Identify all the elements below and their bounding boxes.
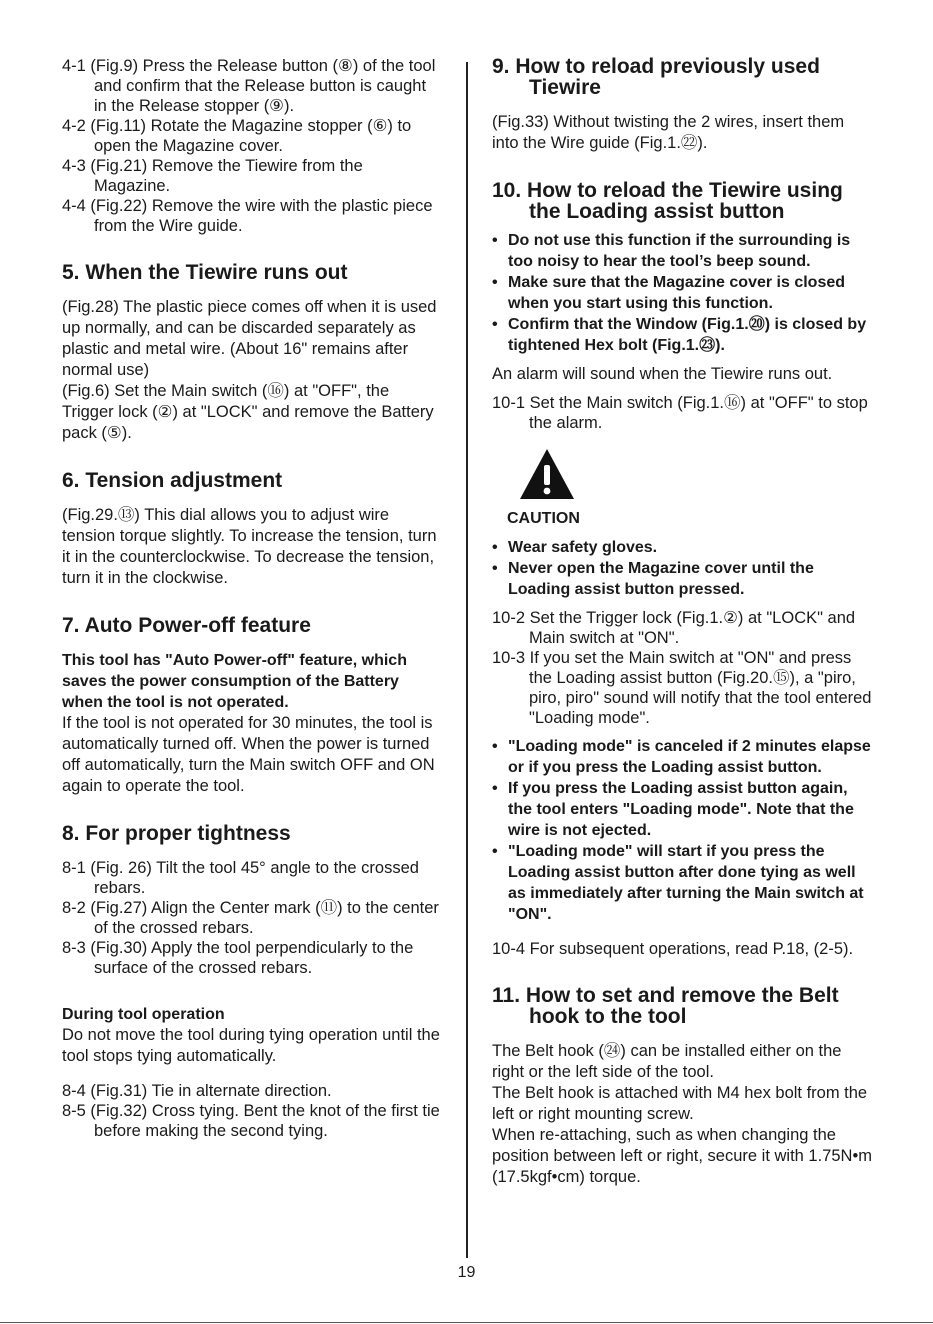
caution-bullet: • Never open the Magazine cover until the Loading assist button pressed.: [492, 558, 874, 600]
step-4-1: 4-1 (Fig.9) Press the Release button (⑧) of the tool and confirm that the Release button is caught in the Release stopper (⑨).: [62, 57, 436, 115]
warning-triangle-icon: [518, 447, 576, 501]
column-divider: [466, 62, 468, 1258]
loading-mode-bullet: • "Loading mode" will start if you press the Loading assist button after done tying as well as immediately after turning the Main switch at "ON".: [492, 841, 874, 925]
section-6-text: (Fig.29.⑬) This dial allows you to adjust wire tension torque slightly. To increase the tension, turn it in the counterclockwise. To decrease the tension, turn it in the clockwise.: [62, 506, 437, 587]
page-bottom-rule: [0, 1322, 933, 1323]
step-8-1: 8-1 (Fig. 26) Tilt the tool 45° angle to the crossed rebars.: [62, 859, 419, 897]
section-7-bold-note: This tool has "Auto Power-off" feature, which saves the power consumption of the Battery when the tool is not operated.: [62, 652, 407, 711]
caution-bullet: • Wear safety gloves.: [492, 537, 874, 558]
during-operation-text: Do not move the tool during tying operation until the tool stops tying automatically.: [62, 1026, 440, 1065]
section-11-text-3: When re-attaching, such as when changing the position between left or right, secure it with 1.75N•m (17.5kgf•cm) torque.: [492, 1126, 872, 1186]
section-10-bullet: • Make sure that the Magazine cover is closed when you start using this function.: [492, 272, 874, 314]
section-10-bullet: • Do not use this function if the surrounding is too noisy to hear the tool’s beep sound.: [492, 230, 874, 272]
section-7-text: If the tool is not operated for 30 minutes, the tool is automatically turned off. When the power is turned off automatically, turn the Main switch OFF and ON again to operate the tool.: [62, 714, 435, 795]
section-10-bullet: • Confirm that the Window (Fig.1.⑳) is closed by tightened Hex bolt (Fig.1.㉓).: [492, 314, 874, 356]
page-number: 19: [457, 1264, 476, 1281]
during-operation-heading: During tool operation: [62, 1006, 225, 1023]
section-11-text-1: The Belt hook (㉔) can be installed either on the right or the left side of the tool.: [492, 1042, 842, 1081]
section-5-text-2: (Fig.6) Set the Main switch (⑯) at "OFF", the Trigger lock (②) at "LOCK" and remove the Battery pack (⑤).: [62, 382, 434, 442]
step-4-4: 4-4 (Fig.22) Remove the wire with the plastic piece from the Wire guide.: [62, 197, 433, 235]
loading-mode-bullet: • "Loading mode" is canceled if 2 minutes elapse or if you press the Loading assist button.: [492, 736, 874, 778]
step-8-3: 8-3 (Fig.30) Apply the tool perpendicularly to the surface of the crossed rebars.: [62, 939, 414, 977]
section-5-text-1: (Fig.28) The plastic piece comes off when it is used up normally, and can be discarded separately as plastic and metal wire. (About 16" remains after normal use): [62, 298, 437, 379]
section-5-heading: 5. When the Tiewire runs out: [62, 261, 348, 284]
step-8-2: 8-2 (Fig.27) Align the Center mark (⑪) to the center of the crossed rebars.: [62, 899, 439, 937]
right-column: [492, 56, 874, 1188]
section-8-heading: 8. For proper tightness: [62, 822, 291, 845]
step-10-4: 10-4 For subsequent operations, read P.18, (2-5).: [492, 940, 854, 958]
step-4-2: 4-2 (Fig.11) Rotate the Magazine stopper (⑥) to open the Magazine cover.: [62, 117, 412, 155]
step-10-2: 10-2 Set the Trigger lock (Fig.1.②) at "LOCK" and Main switch at "ON".: [492, 609, 856, 647]
alarm-text: An alarm will sound when the Tiewire runs out.: [492, 365, 833, 383]
section-11-heading: 11. How to set and remove the Belt hook to the tool: [492, 984, 839, 1028]
step-10-3: 10-3 If you set the Main switch at "ON" and press the Loading assist button (Fig.20.⑮), a "piro, piro, piro" sound will notify that the tool entered "Loading mode".: [492, 649, 872, 727]
loading-mode-bullet: • If you press the Loading assist button again, the tool enters "Loading mode". Note that the wire is not ejected.: [492, 778, 874, 841]
step-10-1: 10-1 Set the Main switch (Fig.1.⑯) at "OFF" to stop the alarm.: [492, 394, 868, 432]
section-11-text-2: The Belt hook is attached with M4 hex bolt from the left or right mounting screw.: [492, 1084, 868, 1123]
left-column: [62, 56, 440, 1141]
step-8-4: 8-4 (Fig.31) Tie in alternate direction.: [62, 1082, 332, 1100]
section-10-heading: 10. How to reload the Tiewire using the Loading assist button: [492, 179, 843, 223]
caution-label: CAUTION: [507, 510, 580, 527]
section-6-heading: 6. Tension adjustment: [62, 469, 283, 492]
step-8-5: 8-5 (Fig.32) Cross tying. Bent the knot of the first tie before making the second tying.: [62, 1102, 440, 1140]
section-9-heading: 9. How to reload previously used Tiewire: [492, 55, 820, 99]
section-9-text: (Fig.33) Without twisting the 2 wires, insert them into the Wire guide (Fig.1.㉒).: [492, 113, 845, 152]
section-7-heading: 7. Auto Power-off feature: [62, 614, 311, 637]
step-4-3: 4-3 (Fig.21) Remove the Tiewire from the Magazine.: [62, 157, 363, 195]
